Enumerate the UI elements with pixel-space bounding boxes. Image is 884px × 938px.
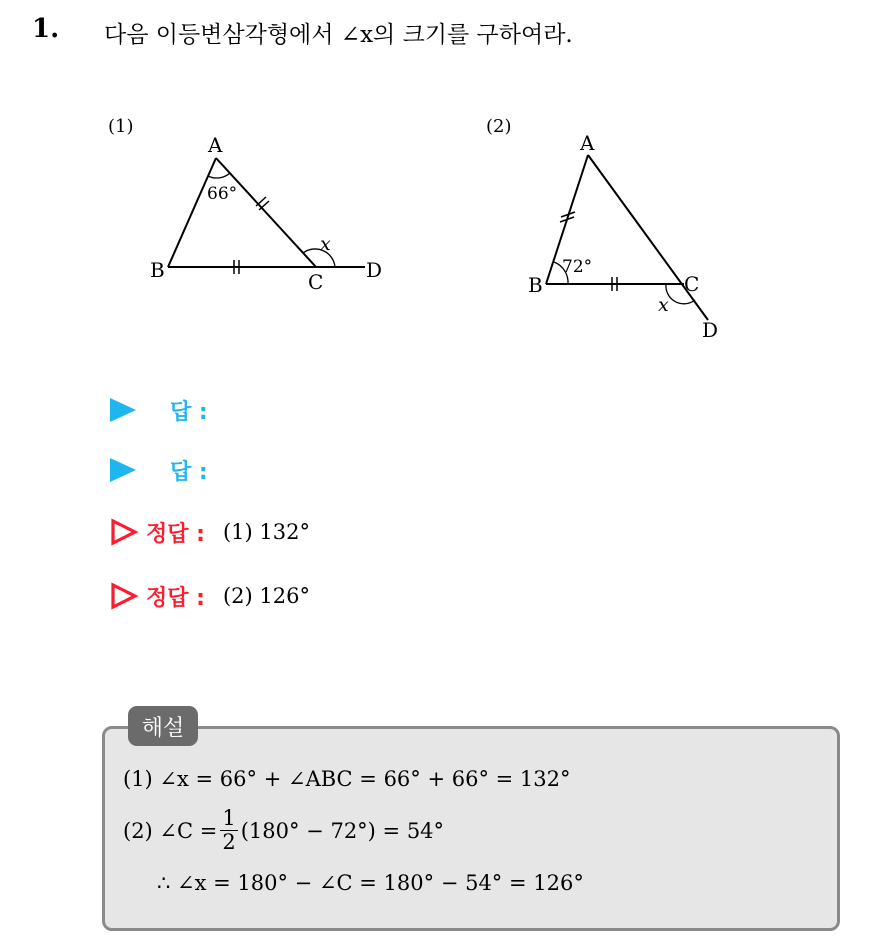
segment-ab [168, 158, 216, 267]
solution-line-2-suffix: (180° − 72°) = 54° [240, 818, 445, 843]
vertex-a: A [208, 133, 223, 157]
answer-label: 답 : [170, 459, 208, 485]
play-icon [110, 458, 136, 482]
vertex-d: D [702, 318, 719, 342]
correct-row-1 [110, 514, 310, 550]
angle-arc-a [208, 173, 230, 178]
figure-1 [108, 116, 382, 294]
vertex-c: C [684, 272, 700, 296]
correct-row-2 [110, 578, 310, 614]
angle-x-label: x [320, 233, 331, 255]
answer-row-1 [110, 392, 208, 428]
figure-2 [486, 116, 718, 342]
outline-triangle-icon [110, 518, 138, 546]
vertex-a: A [580, 131, 595, 155]
fraction-numerator: 1 [222, 806, 236, 830]
angle-x-label: x [658, 294, 669, 316]
solution-tab: 해설 [128, 706, 198, 746]
correct-value: (2) 126° [222, 584, 310, 608]
solution-line-1: (1) ∠x = 66° + ∠ABC = 66° + 66° = 132° [123, 767, 571, 791]
question-number: 1. [32, 14, 60, 44]
correct-value: (1) 132° [222, 520, 310, 544]
solution-box [102, 726, 840, 931]
outline-triangle-icon [110, 582, 138, 610]
correct-label: 정답 : [146, 585, 205, 611]
solution-line-2 [123, 807, 444, 854]
question-text: 다음 이등변삼각형에서 ∠x의 크기를 구하여라. [104, 22, 573, 48]
angle-72-label: 72° [562, 257, 593, 277]
figure-2-label: (2) [486, 116, 512, 137]
answer-label: 답 : [170, 399, 208, 425]
vertex-d: D [366, 258, 383, 282]
vertex-b: B [528, 273, 543, 297]
solution-line-2-prefix: (2) ∠C = [123, 818, 218, 843]
figures [0, 0, 884, 360]
segment-ac [216, 158, 316, 267]
correct-label: 정답 : [146, 521, 205, 547]
vertex-b: B [150, 258, 165, 282]
fraction [220, 807, 237, 854]
figure-1-label: (1) [108, 116, 134, 137]
vertex-c: C [308, 270, 324, 294]
solution-line-3: ∴ ∠x = 180° − ∠C = 180° − 54° = 126° [157, 871, 584, 895]
angle-66-label: 66° [207, 184, 238, 204]
answer-row-2 [110, 452, 208, 488]
play-icon [110, 398, 136, 422]
fraction-denominator: 2 [222, 830, 236, 855]
